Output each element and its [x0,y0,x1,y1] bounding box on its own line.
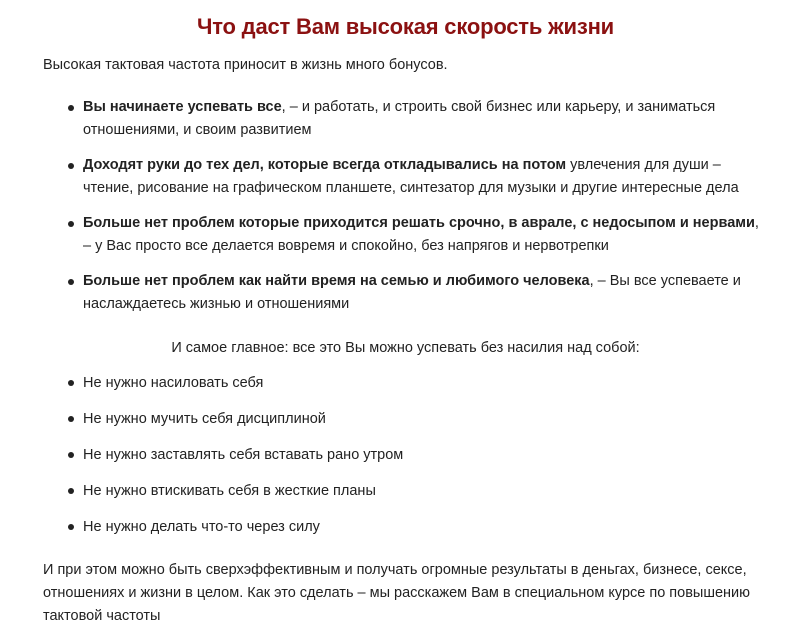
benefit-text: , – Вы все успеваете и наслаждаетесь жизнью и отношениями [83,273,741,312]
list-item: Не нужно мучить себя дисциплиной [43,408,403,444]
list-item: Не нужно делать что-то через силу [43,516,403,552]
list-item [43,154,768,200]
benefit-text: увлечения для души – чтение, рисование на графическом планшете, синтезатор для музыки и другие интересные дела [83,157,739,196]
benefit-text: , – у Вас просто все делается вовремя и спокойно, без напрягов и нервотрепки [83,215,759,254]
benefit-heading: Больше нет проблем которые приходится решать срочно, в аврале, с недосыпом и нервами [83,215,755,231]
benefits-list [43,96,768,328]
list-item [43,96,768,142]
benefit-heading: Больше нет проблем как найти время на семью и любимого человека [83,273,590,289]
outro-paragraph: И при этом можно быть сверхэффективным и получать огромные результаты в деньгах, бизнесе, сексе, отношениях и жизни в целом. Как это сделать – мы расскажем Вам в специальном курсе по повышению тактовой частоты [43,562,751,624]
list-item [43,212,768,258]
main-point: И самое главное: все это Вы можно успевать без насилия над собой: [171,340,640,356]
list-item: Не нужно втискивать себя в жесткие планы [43,480,403,516]
benefit-text: , – и работать, и строить свой бизнес или карьеру, и заниматься отношениями, и своим развитием [83,99,716,138]
list-item [43,270,768,316]
article [43,0,768,624]
article-title: Что даст Вам высокая скорость жизни [196,14,614,39]
list-item: Не нужно заставлять себя вставать рано утром [43,444,403,480]
benefit-heading: Доходят руки до тех дел, которые всегда откладывались на потом [83,157,567,173]
no-force-list [43,372,403,552]
benefit-heading: Вы начинаете успевать все [83,99,282,115]
intro-paragraph: Высокая тактовая частота приносит в жизнь много бонусов. [43,57,448,73]
list-item: Не нужно насиловать себя [43,372,403,408]
